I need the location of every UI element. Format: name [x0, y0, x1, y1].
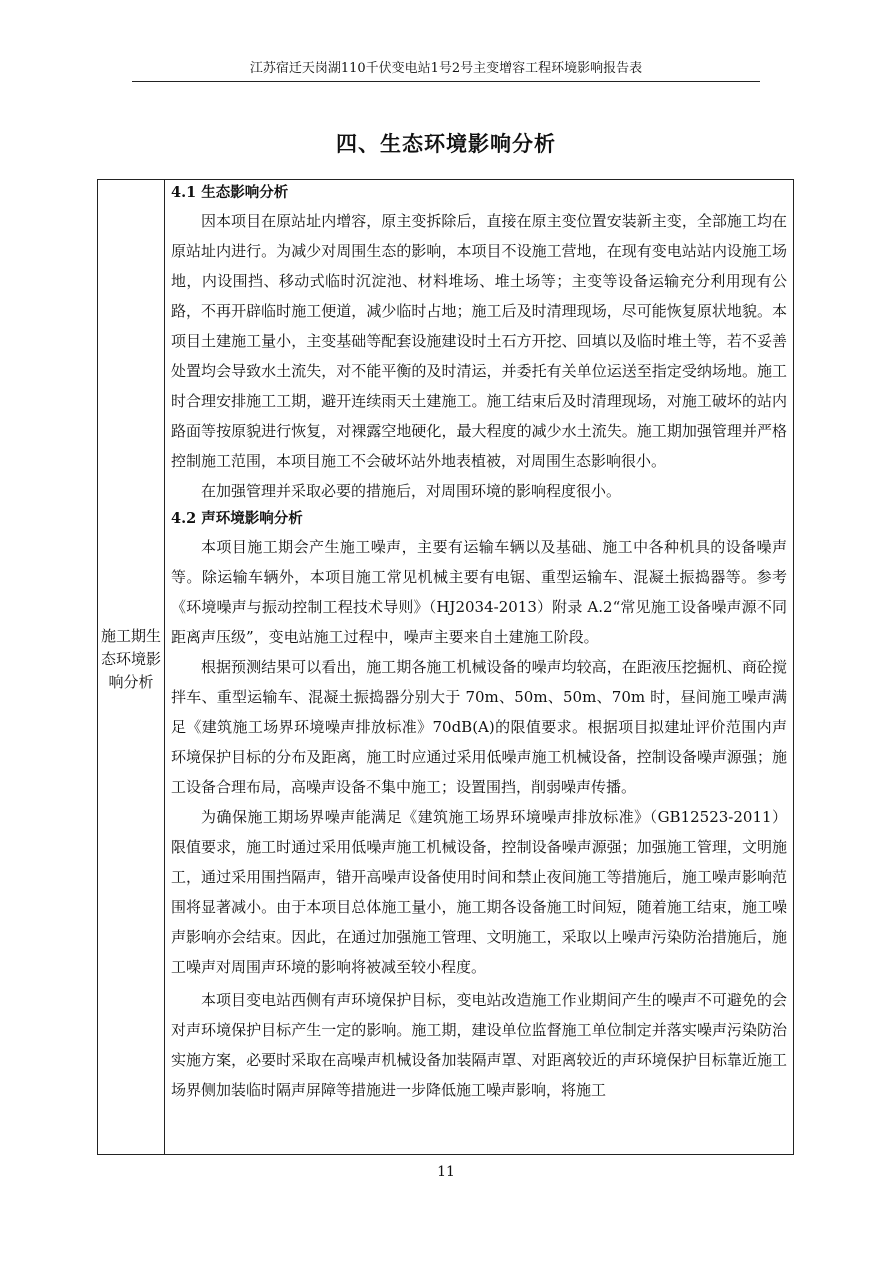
paragraph: 根据预测结果可以看出，施工期各施工机械设备的噪声均较高，在距液压挖掘机、商砼搅拌车、重型运输车、混凝土振捣器分别大于 70m、50m、50m、70m 时，昼间施工噪声满足《建筑施工场界环境噪声排放标准》70dB(A)的限值要求。根据项目拟建址评价范围内声环境保护目标的分布及距离，施工时应通过采用低噪声施工机械设备，控制设备噪声源强；施工设备合理布局，高噪声设备不集中施工；设置围挡，削弱噪声传播。 [171, 658, 787, 796]
running-header: 江苏宿迁天岗湖110千伏变电站1号2号主变增容工程环境影响报告表 [249, 61, 643, 76]
paragraph: 本项目施工期会产生施工噪声，主要有运输车辆以及基础、施工中各种机具的设备噪声等。除运输车辆外，本项目施工常见机械主要有电锯、重型运输车、混凝土振捣器等。参考《环境噪声与振动控制工程技术导则》（HJ2034-2013）附录 A.2“常见施工设备噪声源不同距离声压级”，变电站施工过程中，噪声主要来自土建施工阶段。 [171, 538, 787, 646]
row-label [98, 625, 164, 694]
content-cell [171, 180, 787, 1154]
row-label-text: 施工期生态环境影响分析 [100, 627, 161, 691]
paragraph: 为确保施工期场界噪声能满足《建筑施工场界环境噪声排放标准》（GB12523-2011）限值要求，施工时通过采用低噪声施工机械设备，控制设备噪声源强；加强施工管理，文明施工，通过采用围挡隔声，错开高噪声设备使用时间和禁止夜间施工等措施后，施工噪声影响范围将显著减小。由于本项目总体施工量小，施工期各设备施工时间短，随着施工结束，施工噪声影响亦会结束。因此，在通过加强施工管理、文明施工，采取以上噪声污染防治措施后，施工噪声对周围声环境的影响将被减至较小程度。 [171, 808, 787, 976]
row-label-cell [98, 180, 165, 1154]
page-number: 11 [437, 1164, 455, 1180]
chapter-title: 四、生态环境影响分析 [336, 132, 556, 156]
header-rule [132, 81, 760, 82]
paragraph: 在加强管理并采取必要的措施后，对周围环境的影响程度很小。 [201, 482, 622, 500]
paragraph: 本项目变电站西侧有声环境保护目标，变电站改造施工作业期间产生的噪声不可避免的会对声环境保护目标产生一定的影响。施工期，建设单位监督施工单位制定并落实噪声污染防治实施方案，必要时采取在高噪声机械设备加装隔声罩、对距离较近的声环境保护目标靠近施工场界侧加装临时隔声屏障等措施进一步降低施工噪声影响，将施工 [171, 991, 787, 1099]
paragraph: 因本项目在原站址内增容，原主变拆除后，直接在原主变位置安装新主变，全部施工均在原站址内进行。为减少对周围生态的影响，本项目不设施工营地，在现有变电站站内设施工场地，内设围挡、移动式临时沉淀池、材料堆场、堆土场等；主变等设备运输充分利用现有公路，不再开辟临时施工便道，减少临时占地；施工后及时清理现场，尽可能恢复原状地貌。本项目土建施工量小，主变基础等配套设施建设时土石方开挖、回填以及临时堆土等，若不妥善处置均会导致水土流失，对不能平衡的及时清运，并委托有关单位运送至指定受纳场地。施工时合理安排施工工期，避开连续雨天土建施工。施工结束后及时清理现场，对施工破坏的站内路面等按原貌进行恢复，对裸露空地硬化，最大程度的减少水土流失。施工期加强管理并严格控制施工范围，本项目施工不会破坏站外地表植被，对周围生态影响很小。 [171, 212, 787, 470]
analysis-table [97, 179, 794, 1155]
section-heading: 4.2 声环境影响分析 [171, 510, 303, 527]
section-heading: 4.1 生态影响分析 [171, 184, 289, 201]
